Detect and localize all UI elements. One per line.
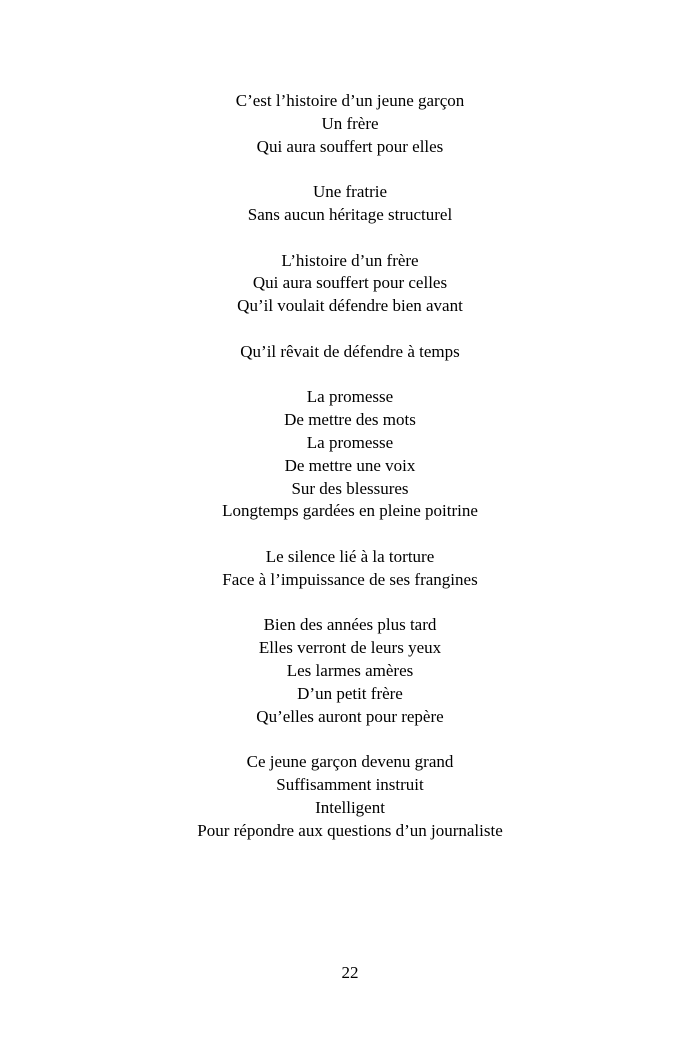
poem-line: Un frère <box>321 113 379 133</box>
stanza <box>0 90 700 158</box>
poem-line: Suffisamment instruit <box>276 774 424 794</box>
poem-line: Pour répondre aux questions d’un journaliste <box>197 820 503 840</box>
poem-line: C’est l’histoire d’un jeune garçon <box>235 91 465 110</box>
poem-line: De mettre des mots <box>284 410 416 430</box>
poem-line: De mettre une voix <box>284 455 416 475</box>
poem-line: Le silence lié à la torture <box>265 546 435 566</box>
poem-line: Ce jeune garçon devenu grand <box>246 752 454 772</box>
poem-line: Une fratrie <box>312 182 388 202</box>
stanza <box>0 341 700 364</box>
poem-line: Sur des blessures <box>291 478 409 498</box>
poem-line: Qu’il voulait défendre bien avant <box>237 296 463 316</box>
stanza <box>0 546 700 592</box>
poem-line: Qu’elles auront pour repère <box>256 706 444 726</box>
poem-line: Elles verront de leurs yeux <box>258 638 442 658</box>
poem-line: Intelligent <box>315 797 385 817</box>
poem-line: L’histoire d’un frère <box>281 250 419 270</box>
poem-line: La promesse <box>306 432 394 452</box>
poem-line: Qu’il rêvait de défendre à temps <box>240 341 460 361</box>
stanza <box>0 250 700 318</box>
poem-body <box>0 90 700 865</box>
poem-line: D’un petit frère <box>297 683 403 703</box>
poem-line: La promesse <box>306 387 394 407</box>
poem-line: Longtemps gardées en pleine poitrine <box>222 501 478 521</box>
poem-line: Sans aucun héritage structurel <box>247 204 453 224</box>
poem-line: Qui aura souffert pour elles <box>256 136 444 156</box>
stanza <box>0 751 700 842</box>
stanza <box>0 614 700 728</box>
poem-line: Face à l’impuissance de ses frangines <box>222 569 478 589</box>
stanza <box>0 386 700 523</box>
poem-line: Bien des années plus tard <box>263 615 437 635</box>
poem-line: Les larmes amères <box>286 660 414 680</box>
page-number: 22 <box>341 963 359 982</box>
stanza <box>0 181 700 227</box>
poem-line: Qui aura souffert pour celles <box>252 273 448 293</box>
